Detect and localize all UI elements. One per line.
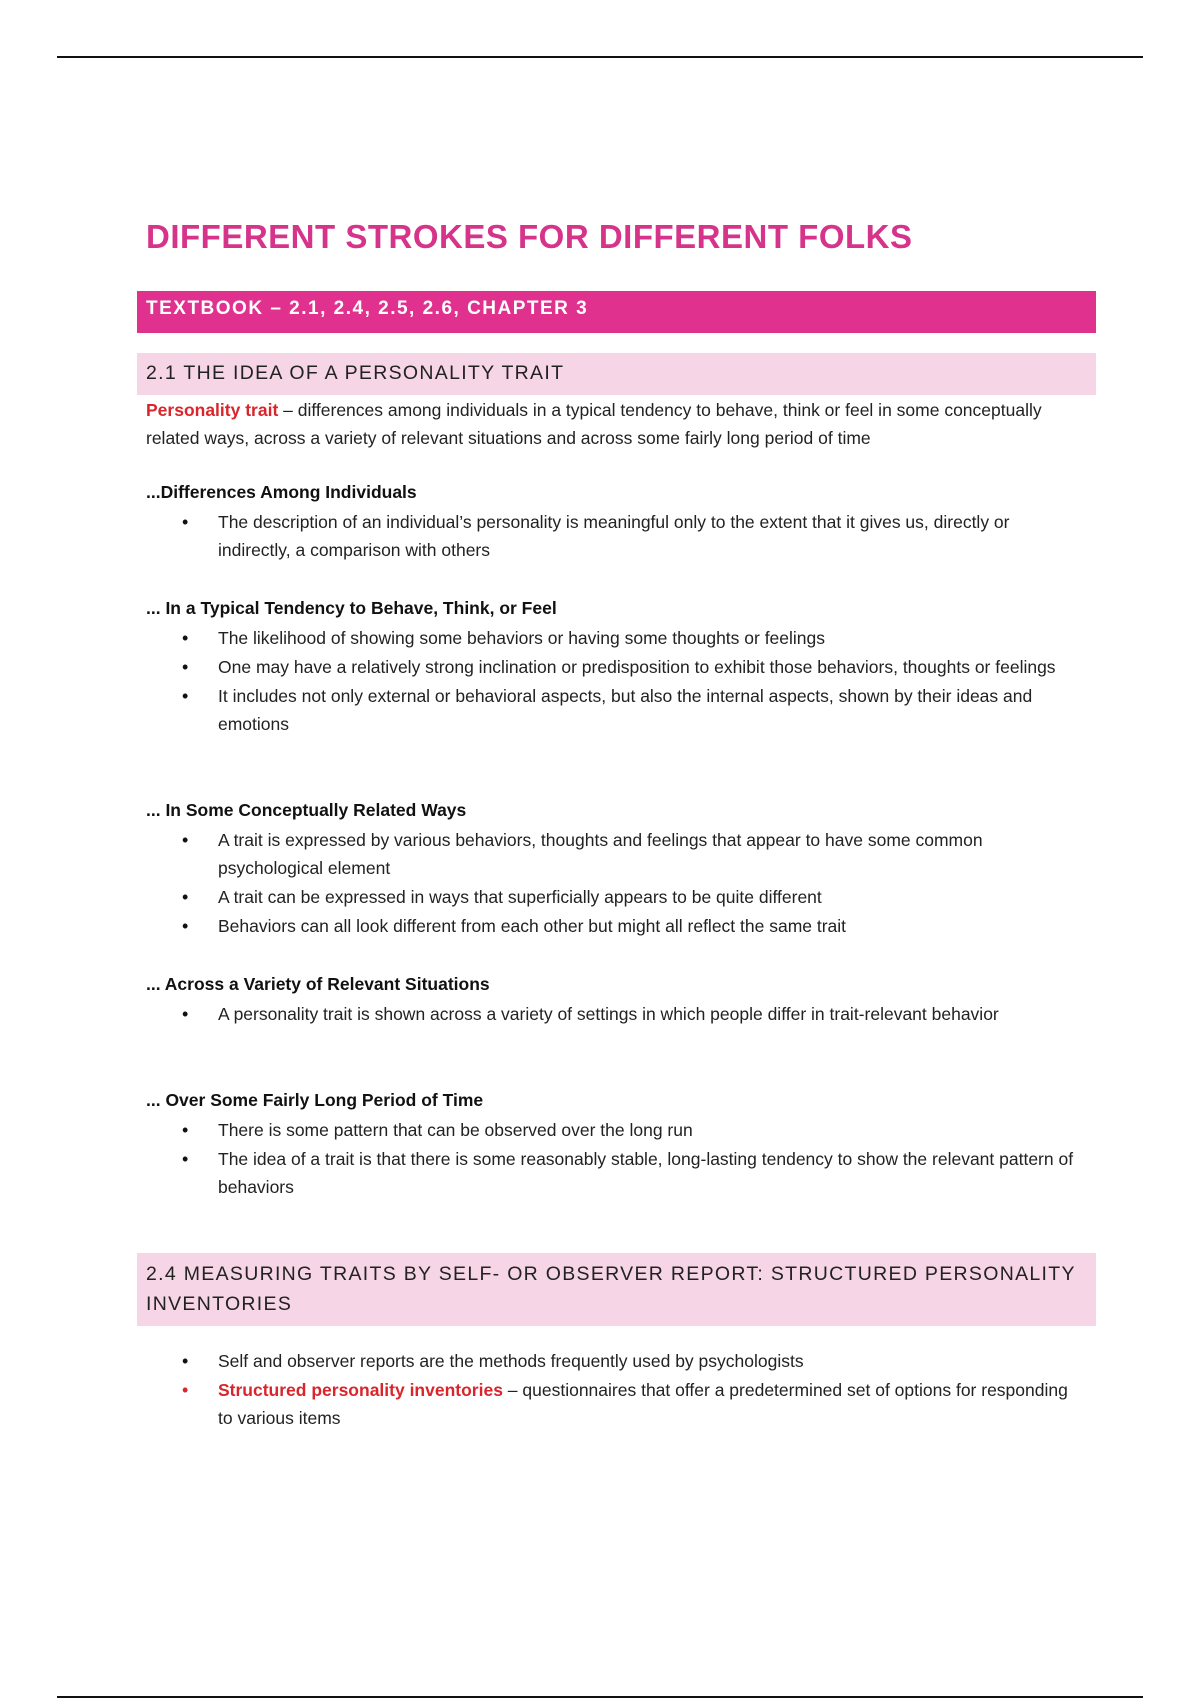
list-item: • Self and observer reports are the methods frequently used by psychologists: [146, 1347, 1086, 1375]
list-item: • A trait is expressed by various behaviors, thoughts and feelings that appear to have some common psychological element: [146, 826, 1086, 882]
list-item: • A personality trait is shown across a variety of settings in which people differ in trait-relevant behavior: [146, 1000, 1086, 1028]
list-item: • The description of an individual’s personality is meaningful only to the extent that it gives us, directly or indirectly, a comparison with others: [146, 508, 1086, 564]
bottom-rule: [57, 1696, 1143, 1698]
bullet-list: [146, 508, 1086, 564]
list-item: • Behaviors can all look different from each other but might all reflect the same trait: [146, 912, 1086, 940]
list-item: • One may have a relatively strong inclination or predisposition to exhibit those behaviors, thoughts or feelings: [146, 653, 1086, 681]
subsection-conceptually-related: [146, 796, 1086, 941]
subsection-heading: ... In a Typical Tendency to Behave, Think, or Feel: [146, 598, 557, 618]
list-item: • There is some pattern that can be observed over the long run: [146, 1116, 1086, 1144]
top-rule: [57, 56, 1143, 58]
bullet-list: [146, 826, 1086, 940]
textbook-banner: TEXTBOOK – 2.1, 2.4, 2.5, 2.6, CHAPTER 3: [137, 291, 1096, 333]
subsection-heading: ... In Some Conceptually Related Ways: [146, 800, 467, 820]
section-heading-2-1: 2.1 THE IDEA OF A PERSONALITY TRAIT: [137, 353, 1096, 395]
list-item: • The likelihood of showing some behaviors or having some thoughts or feelings: [146, 624, 1086, 652]
subsection-heading: ... Over Some Fairly Long Period of Time: [146, 1090, 484, 1110]
bullet-list: [146, 1347, 1086, 1432]
bullet-list: [146, 1000, 1086, 1028]
list-item: [146, 1376, 1086, 1432]
definition-term: Personality trait: [146, 400, 279, 420]
list-item: • A trait can be expressed in ways that superficially appears to be quite different: [146, 883, 1086, 911]
subsection-variety-situations: [146, 970, 1086, 1029]
list-item: • The idea of a trait is that there is some reasonably stable, long-lasting tendency to show the relevant pattern of behaviors: [146, 1145, 1086, 1201]
subsection-long-period: [146, 1086, 1086, 1202]
section-2-4-body: [146, 1345, 1086, 1433]
subsection-heading: ... Across a Variety of Relevant Situations: [146, 974, 490, 994]
subsection-heading: ...Differences Among Individuals: [146, 482, 417, 502]
subsection-differences: [146, 478, 1086, 565]
bullet-list: [146, 624, 1086, 738]
definition-text: – differences among individuals in a typical tendency to behave, think or feel in some conceptually related ways, across a variety of relevant situations and across some fairly long period of time: [146, 400, 1042, 448]
inventory-term: Structured personality inventories: [218, 1380, 503, 1400]
subsection-typical-tendency: [146, 594, 1086, 739]
section-heading-2-4: 2.4 MEASURING TRAITS BY SELF- OR OBSERVER REPORT: STRUCTURED PERSONALITY INVENTORIES: [137, 1253, 1096, 1326]
document-title: DIFFERENT STROKES FOR DIFFERENT FOLKS: [146, 218, 913, 255]
inventory-text: – questionnaires that offer a predetermined set of options for responding to various items: [218, 1380, 1068, 1428]
definition-paragraph: [146, 396, 1086, 452]
list-item: • It includes not only external or behavioral aspects, but also the internal aspects, shown by their ideas and emotions: [146, 682, 1086, 738]
bullet-list: [146, 1116, 1086, 1201]
